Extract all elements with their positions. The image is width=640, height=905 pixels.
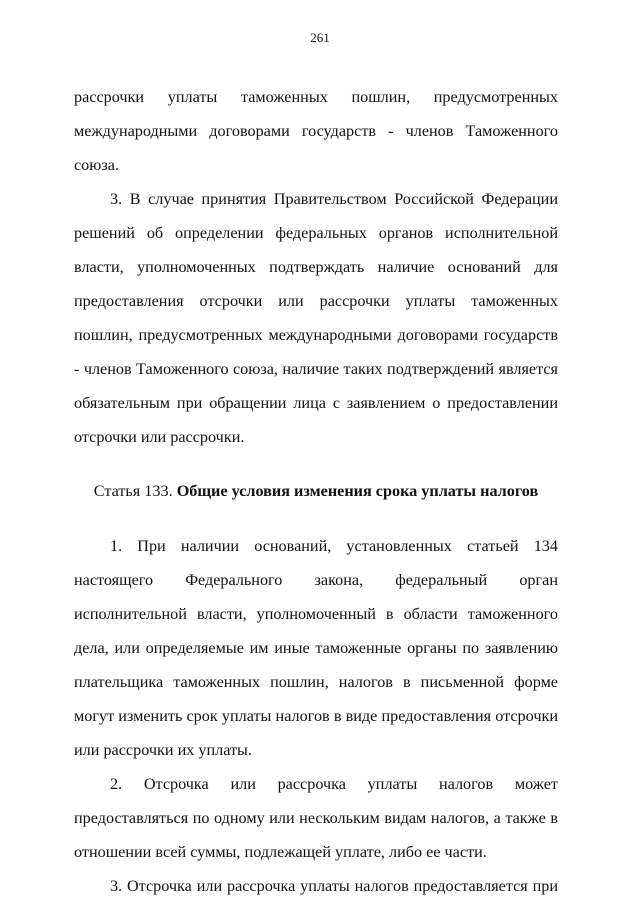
article-title: Общие условия изменения срока уплаты налогов [176, 482, 539, 500]
article-heading [74, 474, 558, 508]
paragraph-continuation: рассрочки уплаты таможенных пошлин, предусмотренных международными договорами государств - членов Таможенного союза. [74, 88, 558, 174]
article-paragraph-1: 1. При наличии оснований, установленных статьей 134 настоящего Федерального закона, федеральный орган исполнительной власти, уполномоченный в области таможенного дела, или определяемые им иные таможенные органы по заявлению плательщика таможенных пошлин, налогов в письменной форме могут изменить срок уплаты налогов в виде предоставления отсрочки или рассрочки их уплаты. [74, 537, 558, 759]
page-number: 261 [310, 30, 330, 45]
article-paragraph-2: 2. Отсрочка или рассрочка уплаты налогов может предоставляться по одному или нескольким видам налогов, а также в отношении всей суммы, подлежащей уплате, либо ее части. [74, 775, 558, 861]
article-number: Статья 133. [93, 482, 173, 500]
document-body [74, 80, 558, 903]
article-paragraph-3: 3. Отсрочка или рассрочка уплаты налогов предоставляется при [110, 877, 558, 895]
paragraph-3: 3. В случае принятия Правительством Российской Федерации решений об определении федеральных органов исполнительной власти, уполномоченных подтверждать наличие оснований для предоставления отсрочки или рассрочки уплаты таможенных пошлин, предусмотренных международными договорами государств - членов Таможенного союза, наличие таких подтверждений является обязательным при обращении лица с заявлением о предоставлении отсрочки или рассрочки. [74, 190, 558, 446]
